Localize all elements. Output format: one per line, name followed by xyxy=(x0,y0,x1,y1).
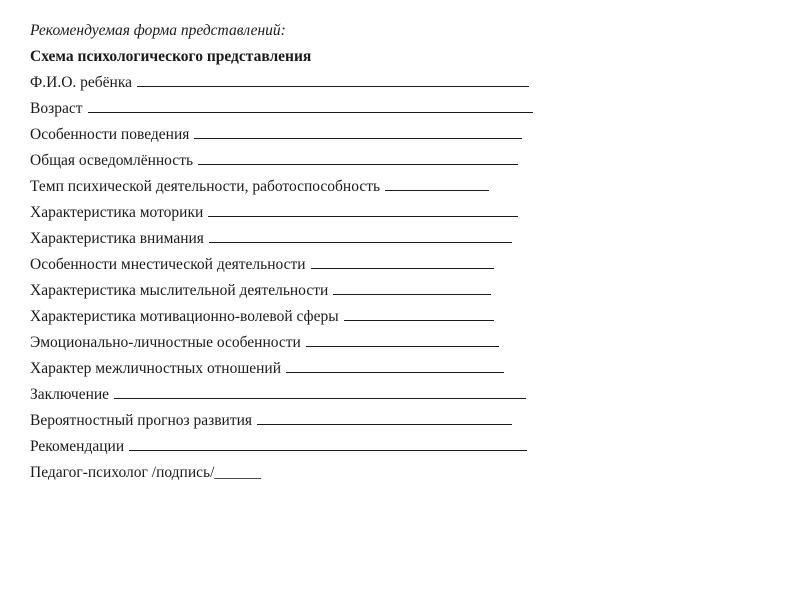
fill-in-line xyxy=(311,253,494,269)
form-intro: Рекомендуемая форма представлений: xyxy=(30,22,286,39)
field-label: Особенности поведения xyxy=(30,126,190,143)
fill-in-line xyxy=(194,123,522,139)
field-label: Вероятностный прогноз развития xyxy=(30,412,253,429)
fill-in-line xyxy=(137,71,529,87)
form-document xyxy=(30,18,590,486)
field-label: Характер межличностных отношений xyxy=(30,360,282,377)
field-label: Возраст xyxy=(30,100,83,117)
fill-in-line xyxy=(344,305,494,321)
fill-in-line xyxy=(208,201,518,217)
field-label: Рекомендации xyxy=(30,438,125,455)
form-field-emotional xyxy=(30,330,590,356)
field-label: Особенности мнестической деятельности xyxy=(30,256,306,273)
fill-in-line xyxy=(114,383,526,399)
field-label: Характеристика мотивационно-волевой сферы xyxy=(30,308,339,325)
fill-in-line xyxy=(209,227,512,243)
form-field-fio xyxy=(30,70,590,96)
form-field-motor xyxy=(30,200,590,226)
form-field-conclusion xyxy=(30,382,590,408)
form-field-tempo xyxy=(30,174,590,200)
fill-in-line xyxy=(257,409,512,425)
form-signature: Педагог-психолог /подпись/______ xyxy=(30,464,261,481)
form-field-awareness xyxy=(30,148,590,174)
field-label: Характеристика мыслительной деятельности xyxy=(30,282,329,299)
form-heading: Схема психологического представления xyxy=(30,48,312,65)
fill-in-line xyxy=(88,97,533,113)
field-label: Эмоционально-личностные особенности xyxy=(30,334,301,351)
form-field-memory xyxy=(30,252,590,278)
form-field-relations xyxy=(30,356,590,382)
field-label: Темп психической деятельности, работоспособность xyxy=(30,178,381,195)
field-label: Ф.И.О. ребёнка xyxy=(30,74,132,91)
fill-in-line xyxy=(198,149,518,165)
fill-in-line xyxy=(385,175,489,191)
field-label: Характеристика моторики xyxy=(30,204,204,221)
form-field-recommendations xyxy=(30,434,590,460)
fill-in-line xyxy=(129,435,527,451)
field-label: Заключение xyxy=(30,386,110,403)
field-label: Характеристика внимания xyxy=(30,230,204,247)
form-field-prognosis xyxy=(30,408,590,434)
fill-in-line xyxy=(306,331,499,347)
fill-in-line xyxy=(286,357,504,373)
form-field-behavior xyxy=(30,122,590,148)
form-field-age xyxy=(30,96,590,122)
form-field-thinking xyxy=(30,278,590,304)
field-label: Общая осведомлённость xyxy=(30,152,194,169)
form-field-attention xyxy=(30,226,590,252)
fill-in-line xyxy=(333,279,491,295)
form-field-motivation xyxy=(30,304,590,330)
